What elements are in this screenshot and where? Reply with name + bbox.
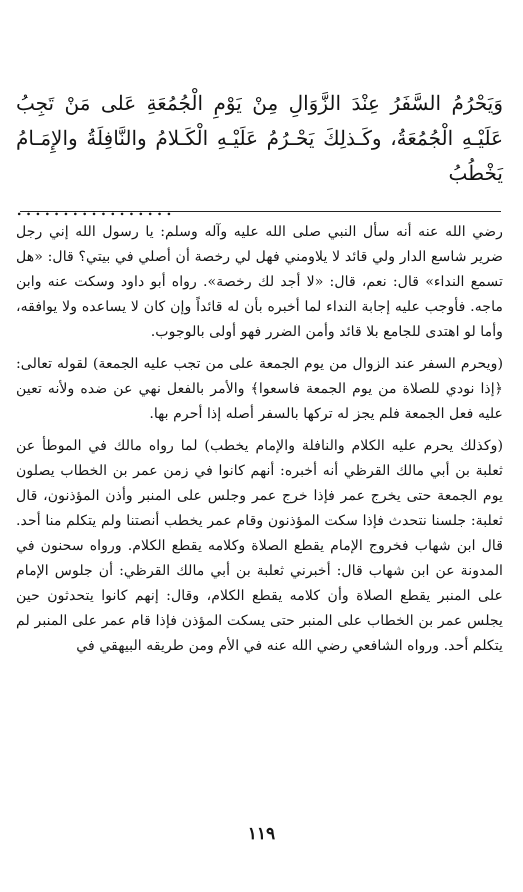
divider-rule xyxy=(20,211,501,212)
matn-dots: ................. xyxy=(16,196,176,220)
commentary xyxy=(16,220,503,659)
commentary-paragraph-2: (ويحرم السفر عند الزوال من يوم الجمعة على من تجب عليه الجمعة) لقوله تعالى: ﴿إذا نودي للصلاة من يوم الجمعة فاسعوا﴾ والأمر بالفعل نهي عن ضده ولأنه تعين عليه فعل الجمعة فلم يجز له تركها بالسفر أصله إذا أحرم بها. xyxy=(16,356,503,422)
commentary-paragraph-1: رضي الله عنه أنه سأل النبي صلى الله عليه وآله وسلم: يا رسول الله إني رجل ضرير شاسع الدار ولي قائد لا يلاومني فهل لي رخصة أن أصلي في بيتي؟ قال: «هل تسمع النداء» قال: نعم، قال: «لا أجد لك رخصة». رواه أبو داود وسكت عنه وابن ماجه. فأوجب عليه إجابة النداء لما أخبره بأن له قائداً وإن كان لا يساعده ولا يوافقه، وأما لو اهتدى للجامع بلا قائد وأمن الضرر فهو أولى بالوجوب. xyxy=(16,224,503,340)
commentary-paragraph-3: (وكذلك يحرم عليه الكلام والنافلة والإمام يخطب) لما رواه مالك في الموطأ عن ثعلبة بن أبي مالك القرظي أنه أخبره: أنهم كانوا في زمن عمر بن الخطاب يصلون يوم الجمعة حتى يخرج عمر فإذا خرج عمر وجلس على المنبر وأذن المؤذنون، قال ثعلبة: جلسنا نتحدث فإذا سكت المؤذنون وقام عمر يخطب أنصتنا ولم يتكلم منا أحد. قال ابن شهاب فخروج الإمام يقطع الصلاة وكلامه يقطع الكلام. ورواه سحنون في المدونة عن ابن شهاب قال: أخبرني ثعلبة بن أبي مالك القرظي: أن جلوس الإمام على المنبر يقطع الصلاة وأن كلامه يقطع الكلام، وقال: إنهم كانوا يتحدثون حين يجلس عمر بن الخطاب على المنبر حتى يسكت المؤذن فإذا قام عمر على المنبر لم يتكلم أحد. ورواه الشافعي رضي الله عنه في الأم ومن طريقه البيهقي في xyxy=(16,438,503,654)
matn-line: وَيَحْرُمُ السَّفَرُ عِنْدَ الزَّوَالِ مِنْ يَوْمِ الْجُمُعَةِ عَلى مَنْ تَجِبُ عَلَيْـهِ الْجُمُعَةُ، وكَـذلِكَ يَحْـرُمُ عَلَيْـهِ الْكَـلامُ والنَّافِلَةُ والإِمَـامُ يَخْطُبُ xyxy=(16,91,503,185)
page-number: ١١٩ xyxy=(247,824,276,844)
matn-text xyxy=(16,86,503,226)
